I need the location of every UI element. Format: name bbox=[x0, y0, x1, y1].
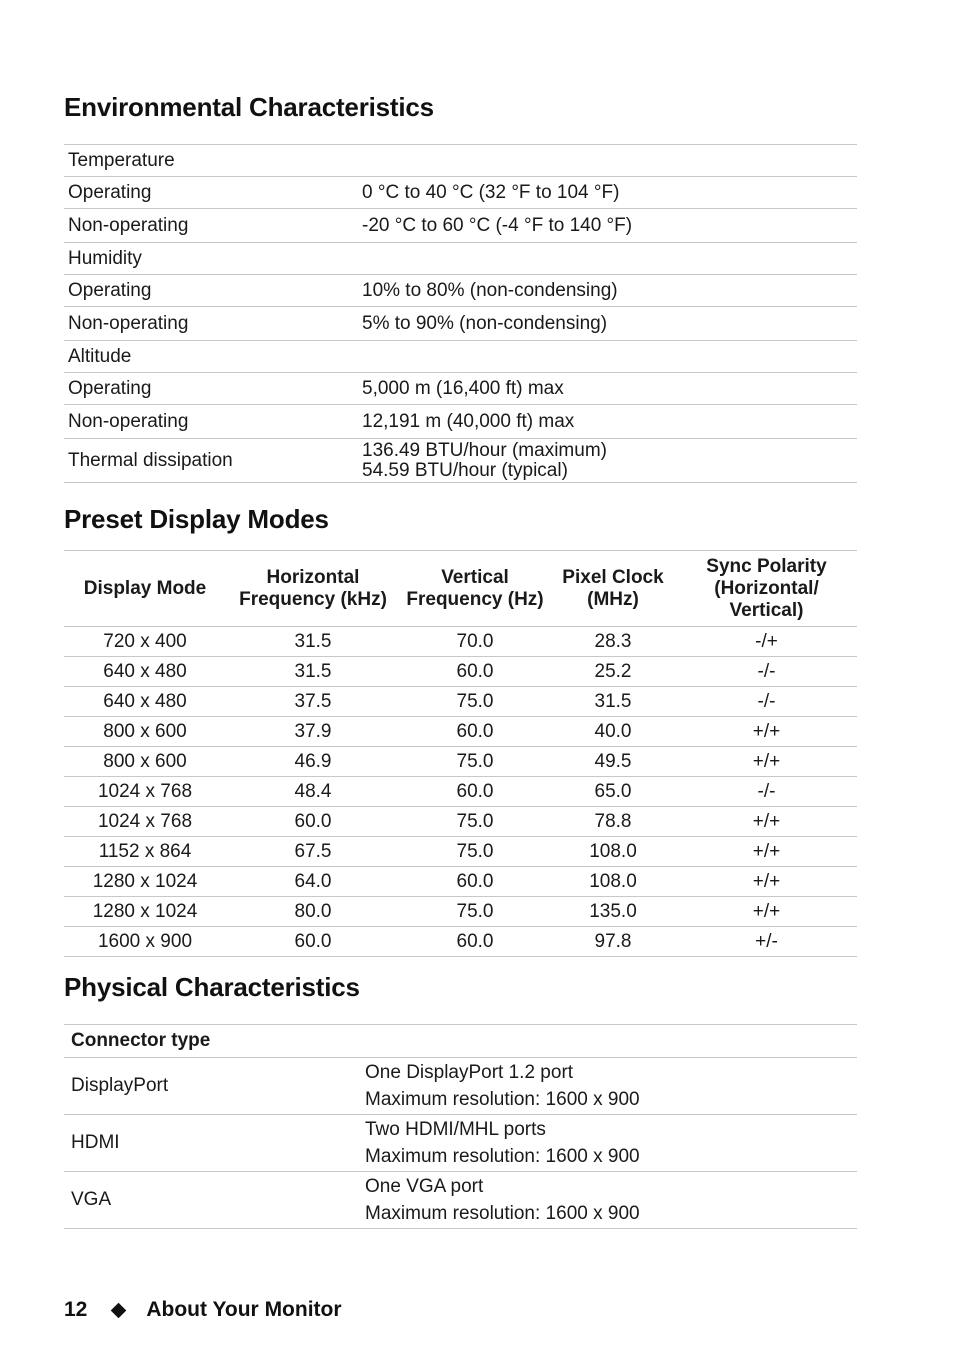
value-line: Maximum resolution: 1600 x 900 bbox=[365, 1089, 640, 1110]
group-value bbox=[358, 243, 857, 275]
value-line: 136.49 BTU/hour (maximum) bbox=[362, 439, 607, 461]
row-value: 0 °C to 40 °C (32 °F to 104 °F) bbox=[358, 177, 857, 209]
physical-table bbox=[64, 1024, 857, 1229]
table-cell: 28.3 bbox=[550, 627, 676, 657]
value-line: Maximum resolution: 1600 x 900 bbox=[365, 1203, 640, 1224]
group-label: Temperature bbox=[64, 145, 358, 177]
connector-value bbox=[361, 1172, 857, 1229]
table-cell: 60.0 bbox=[226, 807, 400, 837]
table-cell: 640 x 480 bbox=[64, 657, 226, 687]
connector-type-label: Connector type bbox=[64, 1025, 857, 1058]
table-cell: 25.2 bbox=[550, 657, 676, 687]
table-cell: -/- bbox=[676, 687, 857, 717]
preset-heading: Preset Display Modes bbox=[64, 504, 329, 534]
table-row bbox=[64, 717, 857, 747]
row-value: 10% to 80% (non-condensing) bbox=[358, 275, 857, 307]
table-cell: 64.0 bbox=[226, 867, 400, 897]
table-row bbox=[64, 1172, 857, 1229]
table-cell: 75.0 bbox=[400, 897, 550, 927]
group-value bbox=[358, 341, 857, 373]
table-cell: 37.5 bbox=[226, 687, 400, 717]
table-cell: 80.0 bbox=[226, 897, 400, 927]
group-label: Altitude bbox=[64, 341, 358, 373]
column-header: Sync Polarity (Horizontal/ Vertical) bbox=[676, 551, 857, 627]
table-row bbox=[64, 373, 857, 405]
table-row bbox=[64, 243, 857, 275]
table-cell: +/+ bbox=[676, 897, 857, 927]
row-value: 5% to 90% (non-condensing) bbox=[358, 307, 857, 341]
row-label: Operating bbox=[64, 373, 358, 405]
table-row bbox=[64, 177, 857, 209]
preset-table-body bbox=[64, 627, 857, 957]
table-cell: +/+ bbox=[676, 717, 857, 747]
table-row bbox=[64, 1058, 857, 1115]
table-cell: 1024 x 768 bbox=[64, 807, 226, 837]
table-cell: 108.0 bbox=[550, 837, 676, 867]
table-cell: +/- bbox=[676, 927, 857, 957]
table-cell: 60.0 bbox=[400, 657, 550, 687]
table-row bbox=[64, 307, 857, 341]
table-row bbox=[64, 897, 857, 927]
table-cell: 75.0 bbox=[400, 687, 550, 717]
table-cell: 31.5 bbox=[550, 687, 676, 717]
table-cell: 75.0 bbox=[400, 807, 550, 837]
table-cell: 60.0 bbox=[400, 867, 550, 897]
table-cell: 800 x 600 bbox=[64, 747, 226, 777]
table-cell: -/+ bbox=[676, 627, 857, 657]
connector-label: DisplayPort bbox=[64, 1058, 361, 1115]
table-row bbox=[64, 627, 857, 657]
column-header: Vertical Frequency (Hz) bbox=[400, 551, 550, 627]
table-cell: +/+ bbox=[676, 747, 857, 777]
table-row bbox=[64, 867, 857, 897]
physical-heading: Physical Characteristics bbox=[64, 972, 360, 1002]
table-row bbox=[64, 777, 857, 807]
table-cell: 75.0 bbox=[400, 747, 550, 777]
table-row bbox=[64, 209, 857, 243]
table-cell: -/- bbox=[676, 657, 857, 687]
table-cell: 720 x 400 bbox=[64, 627, 226, 657]
row-label: Non-operating bbox=[64, 209, 358, 243]
table-row bbox=[64, 275, 857, 307]
table-cell: 67.5 bbox=[226, 837, 400, 867]
connector-label: HDMI bbox=[64, 1115, 361, 1172]
table-cell: 97.8 bbox=[550, 927, 676, 957]
connector-label: VGA bbox=[64, 1172, 361, 1229]
table-row bbox=[64, 927, 857, 957]
table-cell: 46.9 bbox=[226, 747, 400, 777]
table-cell: 75.0 bbox=[400, 837, 550, 867]
table-row bbox=[64, 405, 857, 439]
group-label: Humidity bbox=[64, 243, 358, 275]
table-cell: 1024 x 768 bbox=[64, 777, 226, 807]
row-label: Non-operating bbox=[64, 307, 358, 341]
table-cell: 78.8 bbox=[550, 807, 676, 837]
table-cell: 1152 x 864 bbox=[64, 837, 226, 867]
connector-value bbox=[361, 1115, 857, 1172]
value-line: One VGA port bbox=[365, 1176, 484, 1197]
row-value: 5,000 m (16,400 ft) max bbox=[358, 373, 857, 405]
table-row bbox=[64, 747, 857, 777]
column-header: Pixel Clock (MHz) bbox=[550, 551, 676, 627]
table-row bbox=[64, 145, 857, 177]
preset-modes-table bbox=[64, 550, 857, 957]
table-subheader-row bbox=[64, 1025, 857, 1058]
table-cell: 60.0 bbox=[226, 927, 400, 957]
table-cell: 60.0 bbox=[400, 927, 550, 957]
table-cell: 800 x 600 bbox=[64, 717, 226, 747]
row-label: Thermal dissipation bbox=[64, 439, 358, 483]
table-cell: -/- bbox=[676, 777, 857, 807]
table-row bbox=[64, 341, 857, 373]
table-cell: 1280 x 1024 bbox=[64, 867, 226, 897]
table-cell: 48.4 bbox=[226, 777, 400, 807]
table-row bbox=[64, 657, 857, 687]
table-cell: 31.5 bbox=[226, 627, 400, 657]
table-cell: 60.0 bbox=[400, 717, 550, 747]
table-cell: 1600 x 900 bbox=[64, 927, 226, 957]
table-cell: 40.0 bbox=[550, 717, 676, 747]
value-line: 54.59 BTU/hour (typical) bbox=[362, 459, 568, 481]
table-cell: 135.0 bbox=[550, 897, 676, 927]
environmental-table bbox=[64, 144, 857, 483]
table-row bbox=[64, 439, 857, 483]
row-value: -20 °C to 60 °C (-4 °F to 140 °F) bbox=[358, 209, 857, 243]
column-header: Display Mode bbox=[64, 551, 226, 627]
page-footer bbox=[64, 1298, 342, 1322]
table-cell: +/+ bbox=[676, 807, 857, 837]
table-cell: 1280 x 1024 bbox=[64, 897, 226, 927]
value-line: Two HDMI/MHL ports bbox=[365, 1119, 546, 1140]
table-cell: 65.0 bbox=[550, 777, 676, 807]
table-cell: 31.5 bbox=[226, 657, 400, 687]
table-row bbox=[64, 837, 857, 867]
connector-value bbox=[361, 1058, 857, 1115]
row-label: Operating bbox=[64, 275, 358, 307]
table-cell: 60.0 bbox=[400, 777, 550, 807]
environmental-heading: Environmental Characteristics bbox=[64, 92, 434, 122]
table-row bbox=[64, 807, 857, 837]
table-cell: 37.9 bbox=[226, 717, 400, 747]
row-value: 12,191 m (40,000 ft) max bbox=[358, 405, 857, 439]
column-header: Horizontal Frequency (kHz) bbox=[226, 551, 400, 627]
value-line: Maximum resolution: 1600 x 900 bbox=[365, 1146, 640, 1167]
table-row bbox=[64, 687, 857, 717]
group-value bbox=[358, 145, 857, 177]
row-value bbox=[358, 439, 857, 483]
table-cell: +/+ bbox=[676, 867, 857, 897]
table-cell: 640 x 480 bbox=[64, 687, 226, 717]
diamond-icon bbox=[111, 1302, 127, 1318]
value-line: One DisplayPort 1.2 port bbox=[365, 1062, 574, 1083]
table-cell: 49.5 bbox=[550, 747, 676, 777]
row-label: Non-operating bbox=[64, 405, 358, 439]
table-cell: 108.0 bbox=[550, 867, 676, 897]
row-label: Operating bbox=[64, 177, 358, 209]
table-row bbox=[64, 1115, 857, 1172]
table-cell: +/+ bbox=[676, 837, 857, 867]
table-header-row bbox=[64, 551, 857, 627]
page-number: 12 bbox=[64, 1298, 88, 1321]
footer-section-title: About Your Monitor bbox=[146, 1298, 342, 1321]
table-cell: 70.0 bbox=[400, 627, 550, 657]
